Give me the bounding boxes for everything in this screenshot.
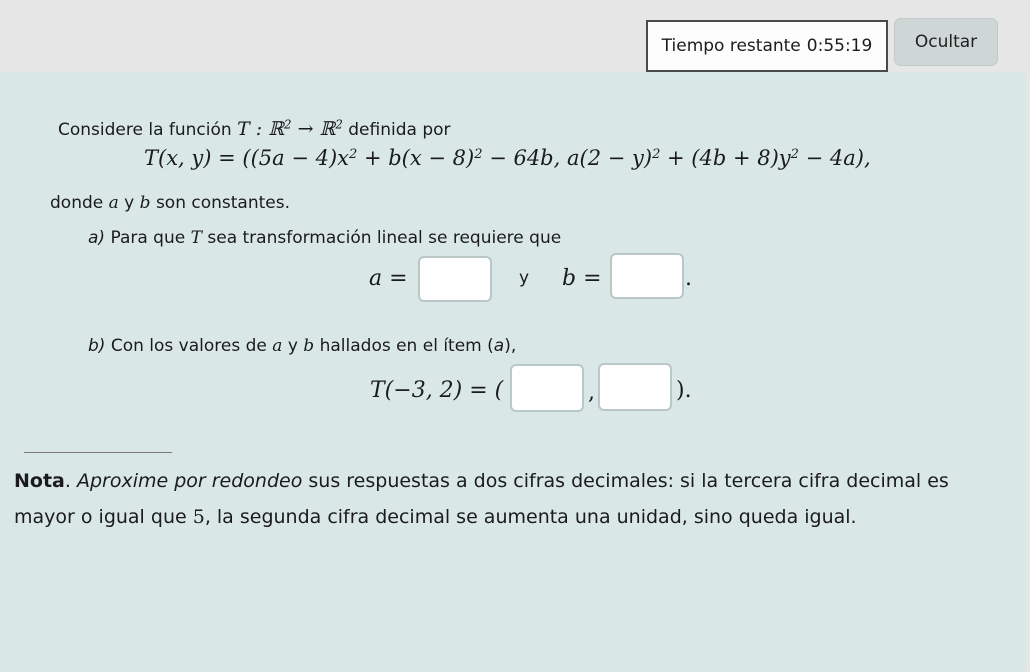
b-equals-label: b = — [562, 266, 602, 291]
constants-text: donde a y b son constantes. — [50, 193, 290, 213]
conjunction-y: y — [519, 268, 530, 288]
timer-value: 0:55:19 — [806, 36, 873, 56]
T-comma: , — [588, 380, 595, 405]
intro-map: T : ℝ$^2$ → ℝ$^2$ — [237, 117, 343, 140]
note-line-2: mayor o igual que 5, la segunda cifra decimal se aumenta una unidad, sino queda igual. — [14, 506, 857, 528]
part-a-text: a) Para que T sea transformación lineal se requiere que — [88, 228, 562, 248]
hide-timer-button[interactable]: Ocultar — [894, 18, 998, 66]
T-evaluation-label: T(−3, 2) = ( — [370, 378, 504, 403]
answer-T-first-input[interactable] — [510, 364, 584, 412]
answer-a-input[interactable] — [418, 256, 492, 302]
equation-period: . — [685, 266, 692, 291]
T-close-paren: ). — [676, 378, 692, 403]
a-equals-label: a = — [369, 266, 408, 291]
question-intro — [58, 118, 451, 140]
note-divider — [24, 452, 172, 453]
intro-suffix: definida por — [348, 120, 451, 140]
function-formula: T(x, $y) = ((5a - 4)x^2 + b(x - 8)^2 - 64b$, $a(2 - y)^2 + (4b + 8)y^2 - 4a$), — [144, 146, 871, 170]
intro-prefix: Considere la función — [58, 120, 232, 140]
timer-label: Tiempo restante — [661, 36, 801, 56]
answer-b-input[interactable] — [610, 253, 684, 299]
part-b-text: b) Con los valores de a y b hallados en el ítem (a), — [88, 336, 517, 356]
note-line-1: Nota. Aproxime por redondeo sus respuestas a dos cifras decimales: si la tercera cifra decimal es — [14, 470, 949, 492]
time-remaining-display — [646, 20, 888, 72]
answer-T-second-input[interactable] — [598, 363, 672, 411]
